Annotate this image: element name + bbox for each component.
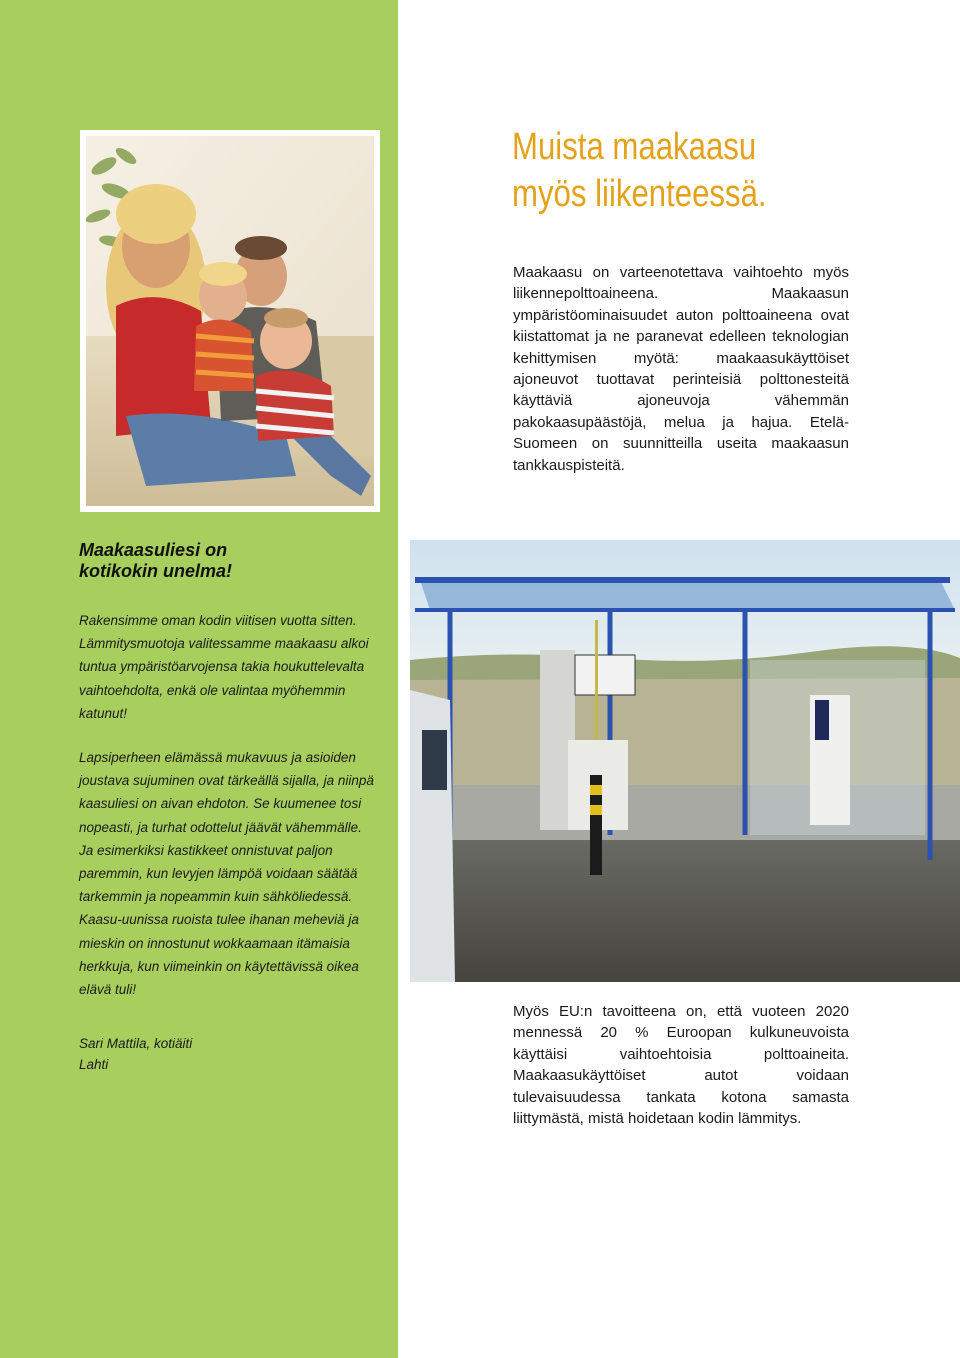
gas-station-photo-image <box>410 540 960 982</box>
eu-paragraph: Myös EU:n tavoitteena on, että vuoteen 2020 mennessä 20 % Euroopan kulkuneuvoista käyttäisi vaihtoehtoisia polttoaineita. Maakaasukäyttöiset autot voidaan tulevaisuudessa tankata kotona samasta liittymästä, mistä hoidetaan kodin lämmitys. <box>513 1003 849 1128</box>
story-paragraph-2: Lapsiperheen elämässä mukavuus ja asioiden joustava sujuminen ovat tärkeällä sijalla, ja niinpä kaasuliesi on aivan ehdoton. Se kuumenee tosi nopeasti, ja turhat odottelut jäävät vähemmälle. Ja esimerkiksi kastikkeet onnistuvat paljon paremmin, kun levyjen lämpöä voidaan säätää tarkemmin ja nopeammin kuin sähköliedessä. Kaasu-uunissa ruoista tulee ihanan meheviä ja mieskin on innostunut wokkaamaan itämaisia herkkuja, kun viimeinkin on käytettävissä oikea elävä tuli! <box>79 750 374 998</box>
family-photo-image <box>86 136 374 506</box>
story-title-line-1: Maakaasuliesi on <box>79 540 228 560</box>
story-title-line-2: kotikokin unelma! <box>79 561 233 581</box>
signature-name: Sari Mattila, kotiäiti <box>79 1036 193 1051</box>
headline-line-2: myös liikenteessä. <box>512 173 767 215</box>
headline-line-1: Muista maakaasu <box>512 126 757 168</box>
intro-paragraph: Maakaasu on varteenotettava vaihtoehto myös liikennepolttoaineena. Maakaasun ympäristöominaisuudet auton polttoaineena ovat kiistattomat ja ne paranevat edelleen teknologian kehittymisen myötä: maakaasukäyttöiset ajoneuvot tuottavat perinteisiä polttonesteitä käyttäviä ajoneuvoja vähemmän pakokaasupäästöjä, melua ja hajua. Etelä-Suomeen on suunnitteilla useita maakaasun tankkauspisteitä. <box>513 264 849 474</box>
story-title <box>79 540 232 582</box>
gas-station-photo <box>410 540 960 982</box>
story-signature <box>79 1033 192 1075</box>
signature-place: Lahti <box>79 1057 109 1072</box>
story-paragraph-1: Rakensimme oman kodin viitisen vuotta sitten. Lämmitysmuotoja valitessamme maakaasu alkoi tuntua ympäristöarvojensa takia houkuttelevalta vaihtoehdolta, enkä ole valintaa myöhemmin katunut! <box>79 613 369 721</box>
family-photo <box>80 130 380 512</box>
page-headline <box>512 124 767 218</box>
